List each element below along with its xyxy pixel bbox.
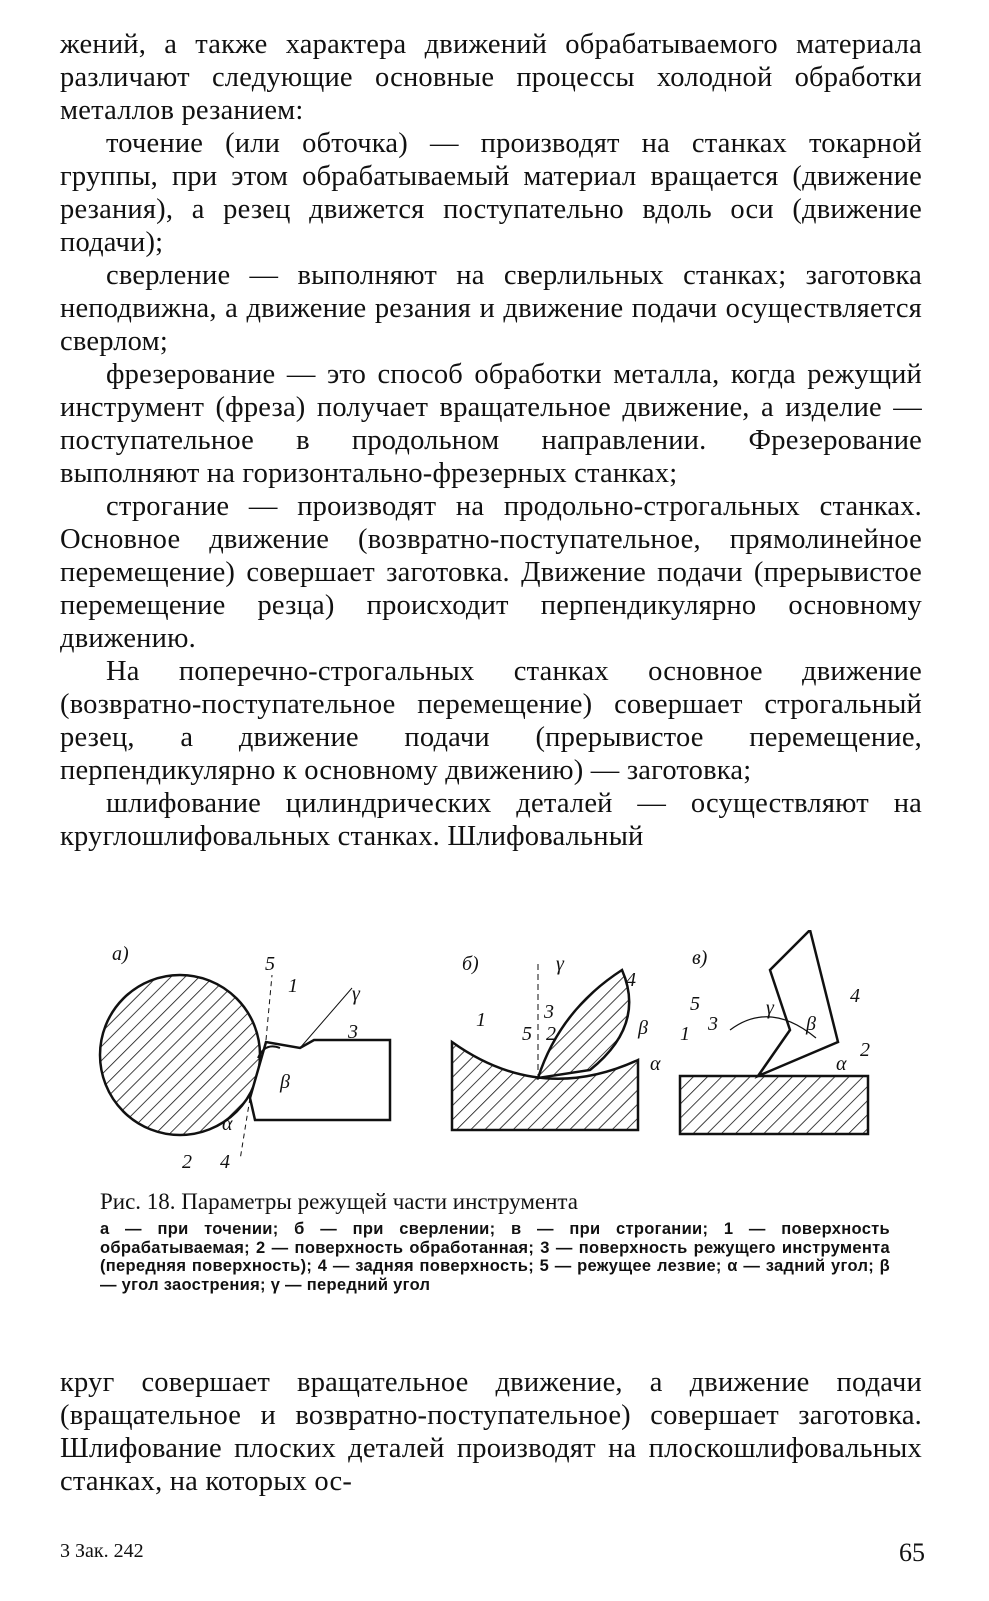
workpiece-cylinder bbox=[100, 975, 260, 1135]
workpiece-block bbox=[680, 1076, 868, 1134]
body-text-bottom bbox=[60, 1366, 922, 1498]
figure-caption bbox=[100, 1188, 890, 1294]
label-1: 1 bbox=[288, 975, 298, 997]
panel-v-planing bbox=[680, 930, 870, 1134]
label-gamma: γ bbox=[352, 983, 360, 1005]
label-4: 4 bbox=[626, 969, 636, 991]
paragraph: строгание — производят на продольно-строгальных станках. Основное движение (возвратно-поступательное, прямолинейное перемещение) совершает заготовка. Движение подачи (прерывистое перемещение резца) происходит перпендикулярно основному движению. bbox=[60, 491, 922, 654]
caption-title: Рис. 18. Параметры режущей части инструмента bbox=[100, 1189, 578, 1214]
caption-legend: а — при точении; б — при сверлении; в — при строгании; 1 — поверхность обрабатываемая; 2 — поверхность обработанная; 3 — поверхность режущего инструмента (передняя поверхность); 4 — задняя поверхность; 5 — режущее лезвие; α — задний угол; β — угол заострения; γ — передний угол bbox=[100, 1220, 890, 1294]
cutting-tool bbox=[250, 1040, 390, 1120]
label-5: 5 bbox=[522, 1023, 532, 1045]
panel-a-turning bbox=[100, 943, 390, 1173]
panel-label-b: б) bbox=[462, 953, 479, 975]
label-4: 4 bbox=[220, 1151, 230, 1173]
label-alpha: α bbox=[650, 1053, 661, 1075]
paragraph: На поперечно-строгальных станках основное движение (возвратно-поступательное перемещение) совершает строгальный резец, а движение подачи (прерывистое перемещение, перпендикулярно к основному движению) — заготовка; bbox=[60, 656, 922, 786]
label-3: 3 bbox=[708, 1013, 718, 1035]
paragraph: фрезерование — это способ обработки металла, когда режущий инструмент (фреза) получает вращательное движение, а изделие — поступательное в продольном направлении. Фрезерование выполняют на горизонтально-фрезерных станках; bbox=[60, 359, 922, 489]
paragraph: сверление — выполняют на сверлильных станках; заготовка неподвижна, а движение резания и движение подачи осуществляется сверлом; bbox=[60, 260, 922, 357]
paragraph: круг совершает вращательное движение, а движение подачи (вращательное и возвратно-поступательное) совершает заготовка. Шлифование плоских деталей производят на плоскошлифовальных станках, на которых ос- bbox=[60, 1367, 922, 1497]
panel-b-drilling bbox=[452, 953, 661, 1130]
label-4: 4 bbox=[850, 985, 860, 1007]
label-2: 2 bbox=[860, 1039, 870, 1061]
workpiece-block bbox=[452, 1042, 638, 1130]
label-2: 2 bbox=[546, 1023, 556, 1045]
label-2: 2 bbox=[182, 1151, 192, 1173]
label-5: 5 bbox=[265, 953, 275, 975]
label-1: 1 bbox=[476, 1009, 486, 1031]
panel-label-v: в) bbox=[692, 947, 708, 969]
leader-line bbox=[266, 975, 272, 1040]
page-number: 65 bbox=[899, 1538, 925, 1567]
label-beta: β bbox=[280, 1071, 290, 1093]
printer-mark: 3 Зак. 242 bbox=[60, 1540, 144, 1562]
label-beta: β bbox=[806, 1013, 816, 1035]
label-1: 1 bbox=[680, 1023, 690, 1045]
label-beta: β bbox=[638, 1017, 648, 1039]
paragraph: точение (или обточка) — производят на станках токарной группы, при этом обрабатываемый материал вращается (движение резания), а резец движется поступательно вдоль оси (движение подачи); bbox=[60, 128, 922, 258]
label-3: 3 bbox=[348, 1021, 358, 1043]
label-5: 5 bbox=[690, 993, 700, 1015]
figure-cutting-tool-parameters bbox=[90, 930, 890, 1180]
panel-label-a: а) bbox=[112, 943, 129, 965]
label-gamma: γ bbox=[556, 953, 564, 975]
body-text-top bbox=[60, 28, 922, 853]
label-alpha: α bbox=[222, 1113, 233, 1135]
label-3: 3 bbox=[544, 1001, 554, 1023]
paragraph: жений, а также характера движений обрабатываемого материала различают следующие основные процессы холодной обработки металлов резанием: bbox=[60, 29, 922, 126]
label-alpha: α bbox=[836, 1053, 847, 1075]
label-gamma: γ bbox=[766, 997, 774, 1019]
paragraph: шлифование цилиндрических деталей — осуществляют на круглошлифовальных станках. Шлифовальный bbox=[60, 788, 922, 852]
